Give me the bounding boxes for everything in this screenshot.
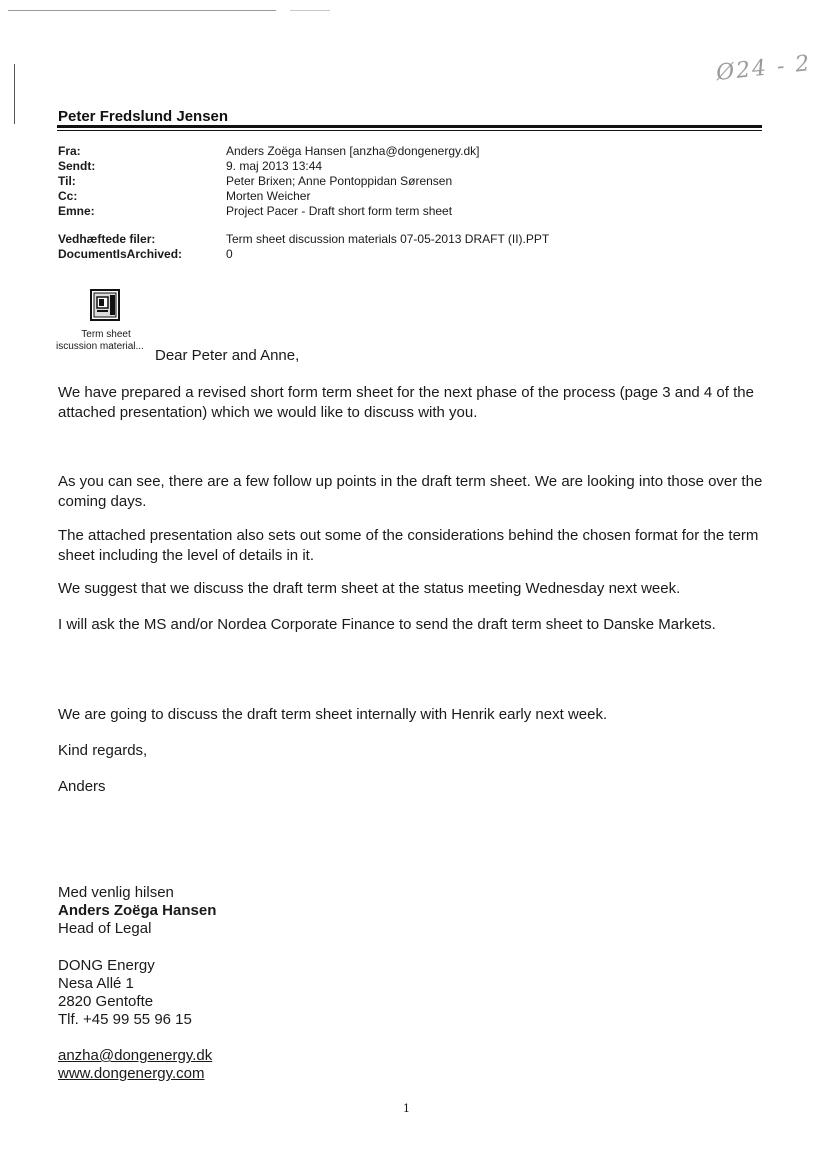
scan-margin-mark (14, 64, 15, 124)
cc-label: Cc: (58, 189, 78, 203)
scan-artifact-line (8, 10, 276, 11)
to-value: Peter Brixen; Anne Pontoppidan Sørensen (226, 174, 453, 188)
from-label: Fra: (58, 144, 81, 158)
powerpoint-file-icon[interactable] (88, 288, 122, 322)
signature-title: Head of Legal (58, 920, 152, 937)
signature-web-link[interactable]: www.dongenergy.com (58, 1065, 205, 1082)
body-paragraph-4: We suggest that we discuss the draft term sheet at the status meeting Wednesday next week. (58, 580, 681, 597)
signature-city: 2820 Gentofte (58, 993, 154, 1010)
sender-first-name: Anders (58, 778, 106, 795)
archived-value: 0 (226, 247, 233, 261)
signature-greeting: Med venlig hilsen (58, 884, 174, 901)
subject-value: Project Pacer - Draft short form term sheet (226, 204, 453, 218)
sent-label: Sendt: (58, 159, 96, 173)
handwritten-note: Ø24 - 2 (714, 51, 813, 86)
body-paragraph-1: We have prepared a revised short form term sheet for the next phase of the process (page 3 and 4 of the attached presentation) which we would like to discuss with you. (58, 384, 754, 421)
signature-name: Anders Zoëga Hansen (58, 902, 217, 919)
header-divider (57, 125, 762, 128)
signature-company: DONG Energy (58, 957, 155, 974)
attachments-value: Term sheet discussion materials 07-05-2013 DRAFT (II).PPT (226, 232, 550, 246)
scan-artifact-line (290, 10, 330, 11)
body-paragraph-2: As you can see, there are a few follow up points in the draft term sheet. We are looking into those over the coming days. (58, 473, 763, 510)
signature-street: Nesa Allé 1 (58, 975, 134, 992)
archived-label: DocumentIsArchived: (58, 247, 183, 261)
attachments-label: Vedhæftede filer: (58, 232, 156, 246)
mailbox-owner-name: Peter Fredslund Jensen (58, 108, 229, 125)
to-label: Til: (58, 174, 76, 188)
sent-value: 9. maj 2013 13:44 (226, 159, 323, 173)
cc-value: Morten Weicher (226, 189, 311, 203)
closing: Kind regards, (58, 742, 148, 759)
header-divider-thin (57, 130, 762, 131)
page-number: 1 (403, 1102, 410, 1115)
attachment-caption[interactable]: Term sheet (81, 329, 131, 340)
body-paragraph-6: We are going to discuss the draft term sheet internally with Henrik early next week. (58, 706, 608, 723)
signature-phone: Tlf. +45 99 55 96 15 (58, 1011, 192, 1028)
body-paragraph-3: The attached presentation also sets out some of the considerations behind the chosen format for the term sheet including the level of details in it. (58, 527, 759, 564)
attachment-caption-2[interactable]: iscussion material... (56, 341, 144, 352)
signature-email-link[interactable]: anzha@dongenergy.dk (58, 1047, 213, 1064)
subject-label: Emne: (58, 204, 95, 218)
from-value: Anders Zoëga Hansen [anzha@dongenergy.dk] (226, 144, 480, 158)
salutation: Dear Peter and Anne, (155, 347, 300, 364)
body-paragraph-5: I will ask the MS and/or Nordea Corporate Finance to send the draft term sheet to Danske Markets. (58, 616, 716, 633)
